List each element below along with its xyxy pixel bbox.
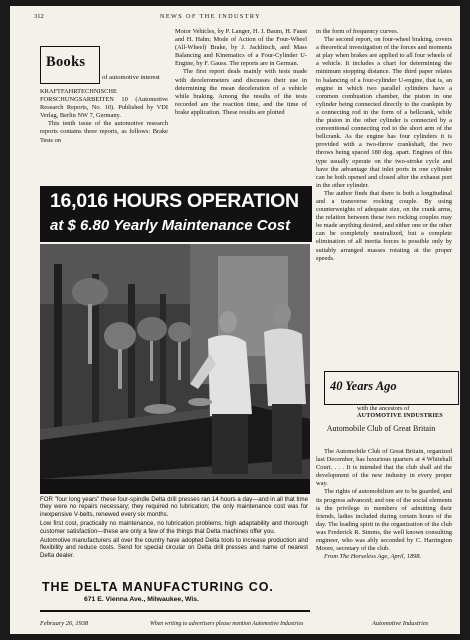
ad-subhead: at $ 6.80 Yearly Maintenance Cost — [50, 217, 291, 234]
ad-paragraph: Low first cost, practically no maintenance, no lubrication problems, high adaptability and thorough customer satisfaction—these are only a few of the things that Delta machines offer you. — [40, 520, 308, 535]
books-column-1 — [40, 88, 168, 145]
years-ago-column — [316, 448, 452, 561]
drill-press-photo — [40, 244, 310, 494]
book-review-paragraph: This tenth issue of the automotive research reports contains three reports, as follows: Brake Tests on — [40, 120, 168, 144]
page-header — [10, 6, 460, 26]
page-number: 312 — [34, 13, 44, 20]
book-review-paragraph: The first report deals mainly with tests made with decelerometers and discusses their use in determining the mean deceleration of a vehicle while braking. Among the results of the tests recorded are the reaction time, and the time of brake application. These results are plotted — [175, 68, 307, 116]
years-ago-magazine-name: AUTOMOTIVE INDUSTRIES — [357, 413, 443, 419]
footer-note: When writing to advertisers please mention Automotive Industries — [150, 621, 304, 627]
ad-paragraph: Automotive manufacturers all over the country have adopted Delta tools to increase production and flexibility and reduce costs. Send for special circular on Delta drill presses and name of nearest Delta dealer. — [40, 537, 308, 559]
books-heading: Books — [46, 54, 86, 70]
years-ago-heading: 40 Years Ago — [330, 379, 397, 393]
footer-magazine: Automotive Industries — [372, 620, 429, 627]
ad-company-name: THE DELTA MANUFACTURING CO. — [42, 580, 274, 594]
book-review-paragraph: The author finds that there is both a longitudinal and a transverse rocking couple. By using counterweights of adequate size, on the crank arms, the relation between these two rocking couples may be made anything desired, and either one or the other can be completely neutralized, but a complete elimination of all inertia forces is possible only by suitably arranged masses rotating at the proper speeds. — [316, 189, 452, 262]
ad-paragraph: FOR "four long years" these four-spindle Delta drill presses ran 14 hours a day—and in all that time they were no repairs necessary; they required no lubrication; the only maintenance cost was for inexpensive V-belts, renewed every six months. — [40, 496, 308, 518]
ad-body — [40, 496, 308, 561]
article-paragraph: The rights of automobilism are to be guarded, and its progress advanced; and one of the social elements is the privilege to members of admitting their friends, ladies included during certain hours of the day. The leading spirit in the organization of the club was Frederick R. Simms, the well known consulting engineer, who was ably seconded by C. Harrington Moore, secretary of the club. — [316, 488, 452, 553]
ad-headline-banner — [40, 186, 312, 242]
years-ago-subheading: with the ancestors of — [357, 405, 410, 412]
article-source: From The Horseless Age, April, 1898. — [324, 553, 422, 561]
running-title: NEWS OF THE INDUSTRY — [160, 13, 261, 20]
ad-headline: 16,016 HOURS OPERATION — [50, 190, 299, 212]
books-subheading: of automotive interest — [102, 74, 160, 81]
footer-date: February 26, 1938 — [40, 620, 89, 627]
ad-divider — [40, 610, 310, 612]
magazine-page — [10, 6, 460, 634]
books-column-2 — [175, 28, 307, 117]
article-title: Automobile Club of Great Britain — [326, 424, 436, 433]
books-column-3 — [316, 28, 452, 263]
book-citation: KRAFTFAHRTECHNISCHE FORSCHUNGSARBEITEN 10 (Automotive Research Reports, No. 10). Published by VDI Verlag, Berlin NW 7, Germany. — [40, 88, 168, 120]
book-review-paragraph: in the form of frequency curves. — [316, 28, 399, 35]
ad-company-address: 671 E. Vienna Ave., Milwaukee, Wis. — [84, 596, 199, 603]
book-review-paragraph: Motor Vehicles, by P. Langer, H. J. Baum, H. Faust and H. Hahn; Mode of Action of the Four-Wheel (All-Wheel) Brake, by J. Jacklitsch, and Mass Balancing and Kinematics of a Four-Cylinder U-Engine, by F. Gauss. The reports are in German. — [175, 28, 307, 68]
book-review-paragraph: The second report, on four-wheel braking, covers a theoretical investigation of the forces and moments at play when brakes are applied to all four wheels of a vehicle. It includes a chart for determining the minimum stopping distance. The third paper relates to balancing of a four-cylinder U-engine, that is, an engine in which two parallel cylinders have a common combustion chamber, the piston in one cylinder being connected directly to the crankpin by a connecting rod in the form of a bellcrank, while the piston in the other cylinder is connected by a conventional connecting rod to the short arm of the bellcrank. As the engine has four cylinders it is provided with a two-throw crankshaft, the two throws being spaced 180 deg. apart. Engines of this type usually operate on the two-stroke cycle and have the advantage that inlet ports in one cylinder can be both opened and closed after the exhaust port in the other cylinder. — [316, 36, 452, 189]
article-paragraph: The Automobile Club of Great Britain, organized last December, has luxurious quarters at 4 Whitehall Court. . . . It is intended that the club shall aid the development of the new industry in every proper way. — [316, 448, 452, 488]
